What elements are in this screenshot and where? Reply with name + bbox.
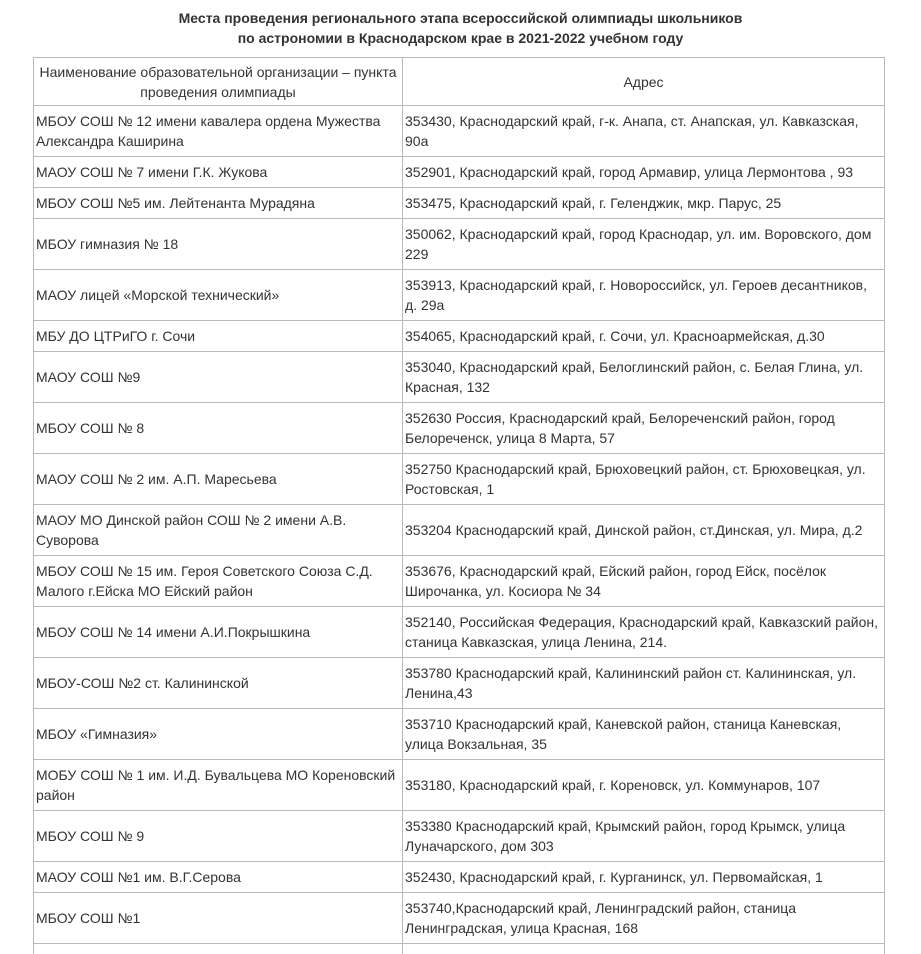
organization-cell: МАОУ СОШ № 7 имени Г.К. Жукова — [34, 157, 403, 188]
organization-cell: МБОУ СОШ №5 им. Лейтенанта Мурадяна — [34, 188, 403, 219]
table-row — [34, 321, 885, 352]
table-row — [34, 270, 885, 321]
address-cell: 350062, Краснодарский край, город Краснодар, ул. им. Воровского, дом 229 — [403, 219, 885, 270]
table-row — [34, 403, 885, 454]
table-row — [34, 658, 885, 709]
address-cell: 353380 Краснодарский край, Крымский район, город Крымск, улица Луначарского, дом 303 — [403, 811, 885, 862]
address-cell: 353475, Краснодарский край, г. Геленджик, мкр. Парус, 25 — [403, 188, 885, 219]
address-cell: 352901, Краснодарский край, город Армавир, улица Лермонтова , 93 — [403, 157, 885, 188]
page-title-line-2: по астрономии в Краснодарском крае в 2021-2022 учебном году — [237, 30, 684, 46]
address-cell: 353740,Краснодарский край, Ленинградский район, станица Ленинградская, улица Красная, 168 — [403, 893, 885, 944]
address-cell: 353180, Краснодарский край, г. Кореновск, ул. Коммунаров, 107 — [403, 760, 885, 811]
table-row — [34, 505, 885, 556]
organization-cell: МБОУ «Гимназия» — [34, 709, 403, 760]
organization-cell-partial — [34, 944, 403, 954]
table-row — [34, 157, 885, 188]
page-title-line-1: Места проведения регионального этапа всероссийской олимпиады школьников — [178, 10, 743, 26]
table-row — [34, 219, 885, 270]
organization-cell: МБОУ СОШ № 15 им. Героя Советского Союза С.Д. Малого г.Ейска МО Ейский район — [34, 556, 403, 607]
column-header-organization: Наименование образовательной организации – пункта проведения олимпиады — [34, 58, 403, 106]
address-cell-partial — [403, 944, 885, 954]
organization-cell: МАОУ СОШ №1 им. В.Г.Серова — [34, 862, 403, 893]
address-cell: 353913, Краснодарский край, г. Новороссийск, ул. Героев десантников, д. 29а — [403, 270, 885, 321]
address-cell: 352630 Россия, Краснодарский край, Белореченский район, город Белореченск, улица 8 Марта, 57 — [403, 403, 885, 454]
organization-cell: МБУ ДО ЦТРиГО г. Сочи — [34, 321, 403, 352]
address-cell: 353040, Краснодарский край, Белоглинский район, с. Белая Глина, ул. Красная, 132 — [403, 352, 885, 403]
organization-cell: МАОУ СОШ № 2 им. А.П. Маресьева — [34, 454, 403, 505]
organization-cell: МБОУ СОШ № 9 — [34, 811, 403, 862]
table-row — [34, 352, 885, 403]
table-row — [34, 188, 885, 219]
organization-cell: МБОУ-СОШ №2 ст. Калининской — [34, 658, 403, 709]
address-cell: 354065, Краснодарский край, г. Сочи, ул. Красноармейская, д.30 — [403, 321, 885, 352]
table-header-row — [34, 58, 885, 106]
organization-cell: МБОУ СОШ № 8 — [34, 403, 403, 454]
organization-cell: МОБУ СОШ № 1 им. И.Д. Бувальцева МО Кореновский район — [34, 760, 403, 811]
table-body — [34, 106, 885, 954]
table-row — [34, 607, 885, 658]
column-header-address: Адрес — [403, 58, 885, 106]
address-cell: 352750 Краснодарский край, Брюховецкий район, ст. Брюховецкая, ул. Ростовская, 1 — [403, 454, 885, 505]
venues-table — [33, 57, 885, 954]
organization-cell: МБОУ СОШ № 14 имени А.И.Покрышкина — [34, 607, 403, 658]
table-row — [34, 454, 885, 505]
table-row — [34, 106, 885, 157]
address-cell: 352430, Краснодарский край, г. Курганинск, ул. Первомайская, 1 — [403, 862, 885, 893]
address-cell: 352140, Российская Федерация, Краснодарский край, Кавказский район, станица Кавказская, улица Ленина, 214. — [403, 607, 885, 658]
table-row — [34, 811, 885, 862]
address-cell: 353430, Краснодарский край, г-к. Анапа, ст. Анапская, ул. Кавказская, 90а — [403, 106, 885, 157]
table-row — [34, 556, 885, 607]
page-title — [0, 8, 921, 48]
address-cell: 353204 Краснодарский край, Динской район, ст.Динская, ул. Мира, д.2 — [403, 505, 885, 556]
table-row — [34, 709, 885, 760]
table-row — [34, 893, 885, 944]
address-cell: 353676, Краснодарский край, Ейский район, город Ейск, посёлок Широчанка, ул. Косиора № 34 — [403, 556, 885, 607]
address-cell: 353710 Краснодарский край, Каневской район, станица Каневская, улица Вокзальная, 35 — [403, 709, 885, 760]
address-cell: 353780 Краснодарский край, Калининский район ст. Калининская, ул. Ленина,43 — [403, 658, 885, 709]
organization-cell: МБОУ СОШ №1 — [34, 893, 403, 944]
organization-cell: МБОУ СОШ № 12 имени кавалера ордена Мужества Александра Каширина — [34, 106, 403, 157]
organization-cell: МАОУ МО Динской район СОШ № 2 имени А.В. Суворова — [34, 505, 403, 556]
table-row — [34, 862, 885, 893]
table-row — [34, 760, 885, 811]
table-row-partial — [34, 944, 885, 954]
organization-cell: МБОУ гимназия № 18 — [34, 219, 403, 270]
table-header — [34, 58, 885, 106]
organization-cell: МАОУ СОШ №9 — [34, 352, 403, 403]
organization-cell: МАОУ лицей «Морской технический» — [34, 270, 403, 321]
